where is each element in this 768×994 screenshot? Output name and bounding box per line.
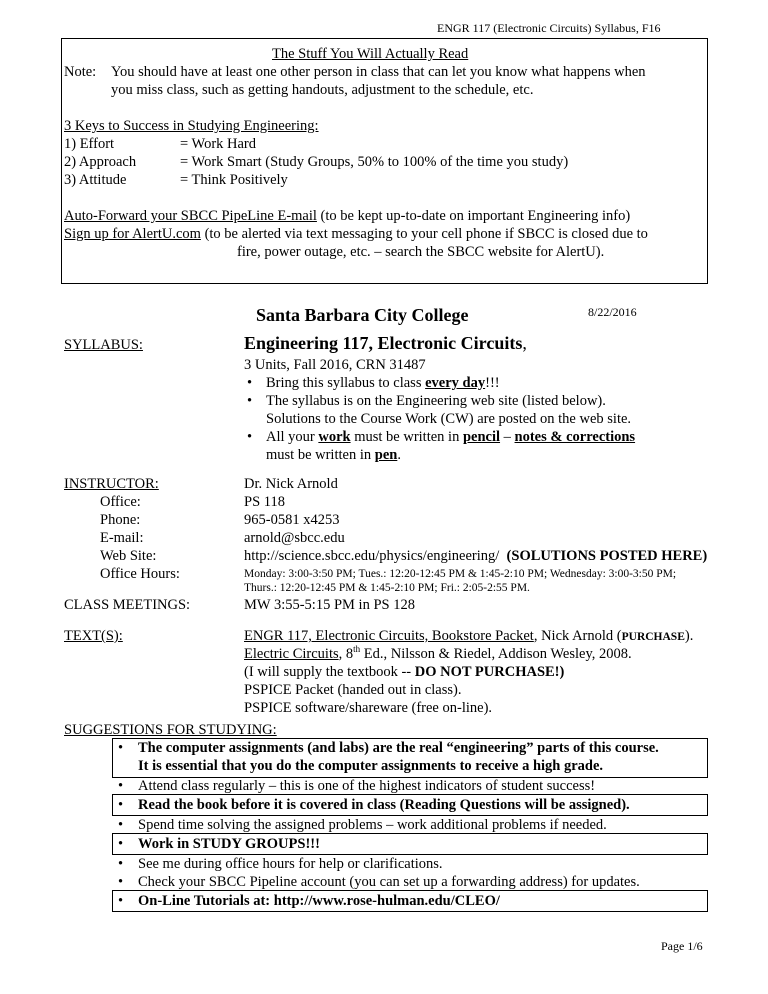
b3-dash: –	[500, 429, 515, 445]
bullet-icon: •	[118, 836, 124, 852]
key-3-value: = Think Positively	[180, 172, 288, 188]
b1-emph: every day	[425, 375, 486, 391]
b3-mid: must be written in	[350, 429, 463, 445]
note-line-2: you miss class, such as getting handouts, adjustment to the schedule, etc.	[111, 82, 534, 98]
bullet-icon: •	[118, 797, 124, 813]
bullet-icon: •	[247, 375, 253, 391]
note-label: Note:	[64, 64, 97, 80]
text-4: PSPICE Packet (handed out in class).	[244, 682, 462, 698]
suggestion-4: Spend time solving the assigned problems – work additional problems if needed.	[138, 817, 607, 833]
key-2-value: = Work Smart (Study Groups, 50% to 100% of the time you study)	[180, 154, 569, 170]
bullet-icon: •	[118, 740, 124, 756]
b3-pencil: pencil	[462, 429, 501, 445]
text-3-bold: DO NOT PURCHASE!)	[414, 664, 565, 680]
autoforward-line	[64, 208, 630, 225]
alertu-rest: (to be alerted via text messaging to your cell phone if SBCC is closed due to	[200, 226, 648, 242]
notice-title: The Stuff You Will Actually Read	[272, 46, 469, 62]
bullet-icon: •	[118, 874, 124, 890]
key-1-label: 1) Effort	[64, 136, 115, 152]
suggestion-1-line-2: It is essential that you do the computer assignments to receive a high grade.	[138, 758, 604, 774]
b3-work: work	[318, 429, 351, 445]
syllabus-bullet-3-line-1	[266, 429, 635, 446]
suggestion-2: Attend class regularly – this is one of the highest indicators of student success!	[138, 778, 596, 794]
course-title: Engineering 117, Electronic Circuits	[244, 333, 523, 353]
suggestion-5: Work in STUDY GROUPS!!!	[138, 836, 320, 852]
text-2	[244, 646, 632, 663]
text-1-purchase: PURCHASE	[621, 631, 685, 643]
note-line-1: You should have at least one other person in class that can let you know what happens when	[111, 64, 646, 80]
phone-label: Phone:	[100, 512, 141, 528]
key-2-label: 2) Approach	[64, 154, 137, 170]
autoforward-rest: (to be kept up-to-date on important Engineering info)	[316, 208, 631, 224]
instructor-label: INSTRUCTOR:	[64, 476, 159, 492]
office-hours-line-2: Thurs.: 12:20-12:45 PM & 1:45-2:10 PM; Fri.: 2:05-2:55 PM.	[244, 582, 530, 594]
suggestions-title: SUGGESTIONS FOR STUDYING:	[64, 722, 277, 738]
text-2-title: Electric Circuits	[244, 646, 339, 662]
key-1-value: = Work Hard	[180, 136, 257, 152]
email-value[interactable]: arnold@sbcc.edu	[244, 530, 345, 546]
suggestion-7: Check your SBCC Pipeline account (you can set up a forwarding address) for updates.	[138, 874, 640, 890]
suggestion-6: See me during office hours for help or clarifications.	[138, 856, 443, 872]
bullet-icon: •	[118, 893, 124, 909]
class-meetings-value: MW 3:55-5:15 PM in PS 128	[244, 597, 415, 613]
text-3	[244, 664, 564, 681]
b3-pre: All your	[266, 429, 319, 445]
office-hours-label: Office Hours:	[100, 566, 180, 582]
syllabus-bullet-3-line-2	[266, 447, 401, 464]
bullet-icon: •	[118, 778, 124, 794]
bullet-icon: •	[247, 393, 253, 409]
office-hours-line-1: Monday: 3:00-3:50 PM; Tues.: 12:20-12:45 PM & 1:45-2:10 PM; Wednesday: 3:00-3:50 PM;	[244, 568, 677, 580]
syllabus-bullet-2-line-2: Solutions to the Course Work (CW) are posted on the web site.	[266, 411, 632, 427]
phone-value: 965-0581 x4253	[244, 512, 340, 528]
text-1-rest: , Nick Arnold (	[533, 628, 622, 644]
text-2-edition-sup: th	[353, 644, 361, 655]
text-5: PSPICE software/shareware (free on-line).	[244, 700, 493, 716]
b1-post: !!!	[485, 375, 500, 391]
b3-line2-pre: must be written in	[266, 447, 375, 463]
b3-line2-post: .	[397, 447, 401, 463]
page-number: Page 1/6	[661, 939, 703, 953]
web-line	[244, 548, 707, 565]
instructor-name: Dr. Nick Arnold	[244, 476, 338, 492]
bullet-icon: •	[118, 817, 124, 833]
web-note: (SOLUTIONS POSTED HERE)	[506, 548, 708, 564]
web-label: Web Site:	[100, 548, 157, 564]
course-title-comma: ,	[522, 333, 527, 353]
b1-pre: Bring this syllabus to class	[266, 375, 426, 391]
running-header: ENGR 117 (Electronic Circuits) Syllabus, F16	[437, 21, 661, 35]
text-2-edition-num: , 8	[338, 646, 354, 662]
bullet-icon: •	[247, 429, 253, 445]
text-1-title: ENGR 117, Electronic Circuits, Bookstore Packet	[244, 628, 534, 644]
texts-label: TEXT(S):	[64, 628, 123, 644]
suggestion-8: On-Line Tutorials at: http://www.rose-hulman.edu/CLEO/	[138, 893, 500, 909]
office-label: Office:	[100, 494, 141, 510]
text-3-pre: (I will supply the textbook --	[244, 664, 415, 680]
text-1-end: ).	[684, 628, 694, 644]
b3-notes: notes & corrections	[514, 429, 636, 445]
keys-title: 3 Keys to Success in Studying Engineering:	[64, 118, 319, 134]
text-2-rest: Ed., Nilsson & Riedel, Addison Wesley, 2008.	[360, 646, 632, 662]
alertu-link[interactable]: Sign up for AlertU.com	[64, 226, 201, 242]
key-3-label: 3) Attitude	[64, 172, 127, 188]
bullet-icon: •	[118, 856, 124, 872]
college-name: Santa Barbara City College	[256, 305, 469, 325]
b3-pen: pen	[374, 447, 398, 463]
text-1	[244, 628, 693, 646]
alertu-line-2: fire, power outage, etc. – search the SBCC website for AlertU).	[237, 244, 605, 260]
email-label: E-mail:	[100, 530, 144, 546]
document-date: 8/22/2016	[588, 305, 637, 319]
syllabus-bullet-1	[266, 375, 500, 392]
alertu-line	[64, 226, 648, 243]
suggestion-3: Read the book before it is covered in class (Reading Questions will be assigned).	[138, 797, 630, 813]
autoforward-link[interactable]: Auto-Forward your SBCC PipeLine E-mail	[64, 208, 317, 224]
syllabus-bullet-2-line-1: The syllabus is on the Engineering web site (listed below).	[266, 393, 606, 409]
units-line: 3 Units, Fall 2016, CRN 31487	[244, 357, 426, 373]
suggestion-1-line-1: The computer assignments (and labs) are the real “engineering” parts of this course.	[138, 740, 659, 756]
course-title-line	[244, 333, 527, 353]
web-link[interactable]: http://science.sbcc.edu/physics/engineering/	[244, 548, 500, 564]
office-value: PS 118	[244, 494, 285, 510]
syllabus-label: SYLLABUS:	[64, 337, 143, 353]
class-meetings-label: CLASS MEETINGS:	[64, 597, 191, 613]
